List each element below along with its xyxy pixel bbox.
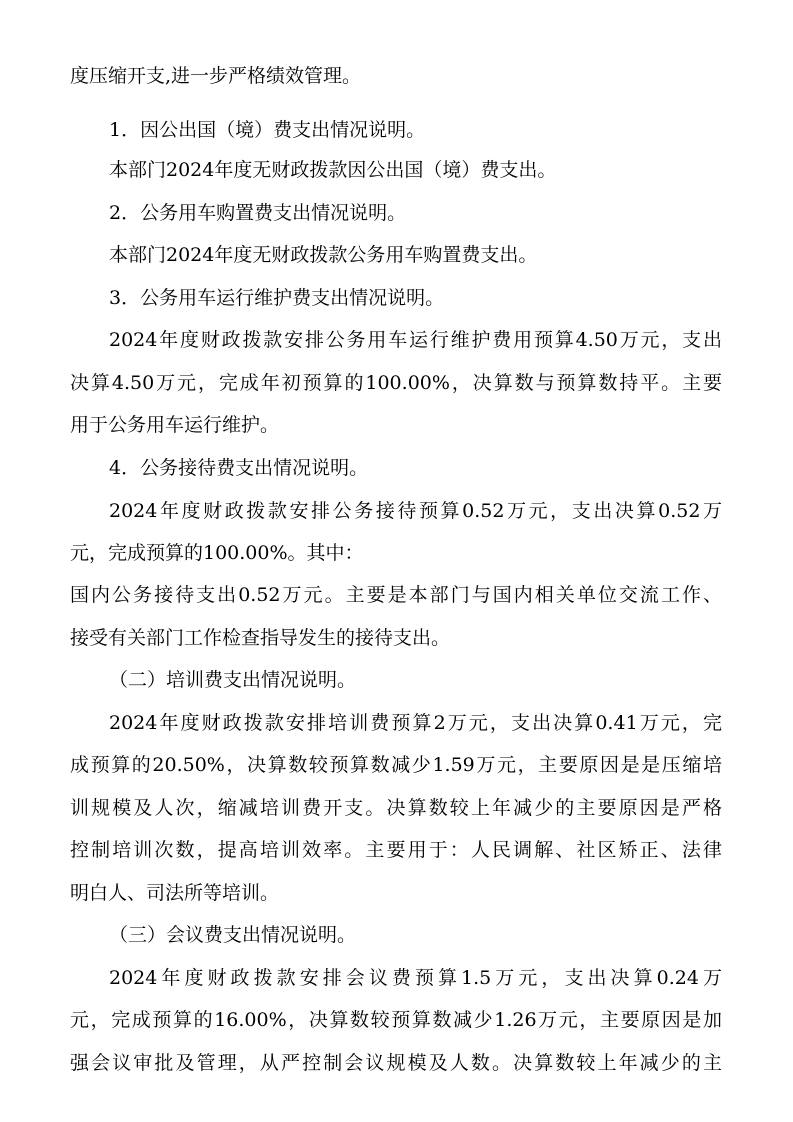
body-text-line	[70, 880, 370, 906]
body-text-line	[109, 498, 722, 524]
body-text-line	[70, 1007, 722, 1033]
text-span: 2024年度财政拨款安排公务用车运行维护费用预算4.50万元，支出	[109, 329, 722, 351]
text-span: 成预算的20.50%，决算数较预算数减少1.59万元，主要原因是是压缩培	[70, 754, 722, 776]
body-text-line	[70, 625, 550, 651]
text-span: 国内公务接待支出0.52万元。主要是本部门与国内相关单位交流工作、	[70, 584, 722, 606]
section-heading	[109, 455, 489, 481]
text-span: 训规模及人次，缩减培训费开支。决算数较上年减少的主要原因是严格	[70, 797, 722, 819]
text-span: 2024年度财政拨款安排培训费预算2万元，支出决算0.41万元，完	[109, 712, 722, 734]
body-text-line	[109, 157, 629, 183]
body-text-line	[70, 795, 722, 821]
text-span: 接受有关部门工作检查指导发生的接待支出。	[70, 627, 451, 649]
text-span: 2024年度财政拨款安排公务接待预算0.52万元，支出决算0.52万	[109, 500, 722, 522]
body-text-line	[70, 540, 470, 566]
body-text-line	[70, 370, 722, 396]
body-text-line	[70, 752, 722, 778]
text-span: 本部门2024年度无财政拨款因公出国（境）费支出。	[109, 159, 557, 181]
text-span: 元，完成预算的16.00%，决算数较预算数减少1.26万元，主要原因是加	[70, 1009, 722, 1031]
body-text-line	[109, 242, 609, 268]
text-span: （三）会议费支出情况说明。	[109, 924, 357, 946]
section-heading	[109, 667, 489, 693]
text-span: （二）培训费支出情况说明。	[109, 669, 357, 691]
section-heading	[109, 117, 529, 143]
text-span: 1．因公出国（境）费支出情况说明。	[109, 119, 426, 141]
text-span: 2．公务用车购置费支出情况说明。	[109, 202, 407, 224]
body-text-line	[70, 582, 722, 608]
text-span: 控制培训次数，提高培训效率。主要用于：人民调解、社区矫正、法律	[70, 839, 722, 861]
body-text-line	[70, 412, 370, 438]
text-span: 元，完成预算的100.00%。其中：	[70, 542, 364, 564]
text-span: 强会议审批及管理，从严控制会议规模及人数。决算数较上年减少的主	[70, 1052, 722, 1074]
text-span: 2024年度财政拨款安排会议费预算1.5万元，支出决算0.24万	[109, 967, 722, 989]
body-text-line	[109, 710, 722, 736]
body-text-line	[70, 1050, 722, 1076]
section-heading	[109, 922, 489, 948]
text-span: 4．公务接待费支出情况说明。	[109, 457, 369, 479]
body-text-line	[109, 965, 722, 991]
text-span: 决算4.50万元，完成年初预算的100.00%，决算数与预算数持平。主要	[70, 372, 722, 394]
text-span: 本部门2024年度无财政拨款公务用车购置费支出。	[109, 244, 538, 266]
text-span: 3．公务用车运行维护费支出情况说明。	[109, 287, 445, 309]
section-heading	[109, 285, 529, 311]
section-heading	[109, 200, 509, 226]
body-text-line	[70, 63, 470, 89]
text-span: 明白人、司法所等培训。	[70, 882, 280, 904]
text-span: 用于公务用车运行维护。	[70, 414, 280, 436]
body-text-line	[70, 837, 722, 863]
text-span: 度压缩开支,进一步严格绩效管理。	[70, 65, 362, 87]
body-text-line	[109, 327, 722, 353]
